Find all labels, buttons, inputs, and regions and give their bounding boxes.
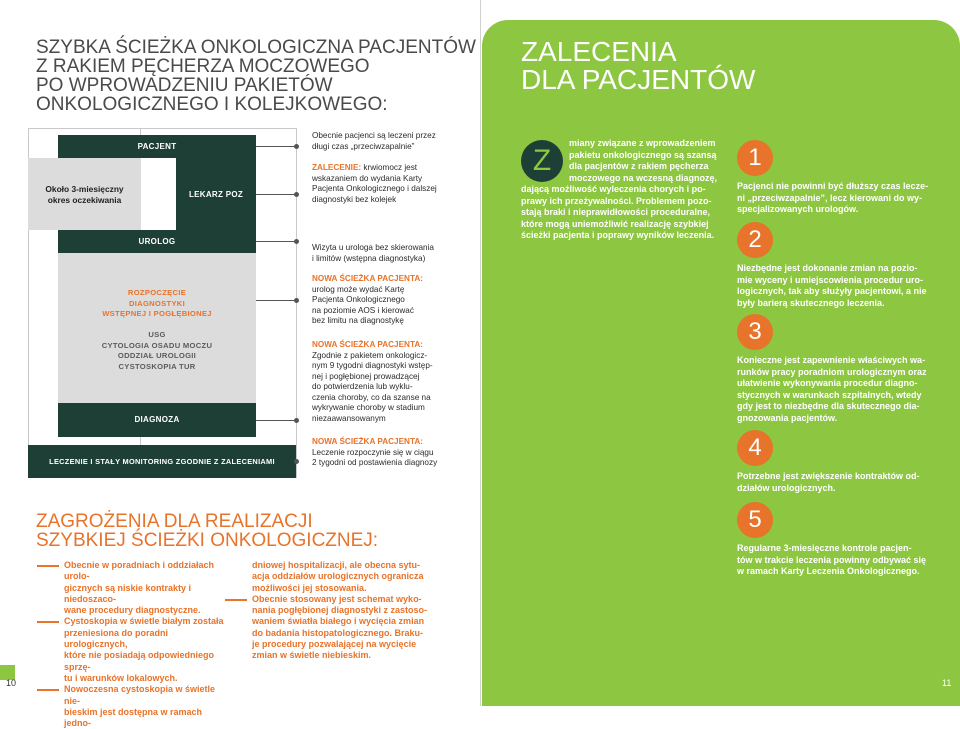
arrow-dot <box>294 298 299 303</box>
pacjent-label: PACJENT <box>137 142 177 151</box>
arrow-dot <box>294 418 299 423</box>
recommendation-3-text: Konieczne jest zapewnienie właściwych wa- runków pracy poradniom urologicznym oraz ułatwienie wykonywania procedur diagno- stycznych w warunkach szpitalnych, wtedy gdy jest to niezbędne dla skutecznego dia- gnozowania pacjentów. <box>737 355 927 423</box>
recommendation-5-number: 5 <box>737 502 773 538</box>
recommendation-2-number: 2 <box>737 222 773 258</box>
note-new-path-diagnostics: NOWA ŚCIEŻKA PACJENTA: Zgodnie z pakietem onkologicz- nym 9 tygodni diagnostyki wstęp- nej i pogłębionej prowadzącej do potwierdzenia lub wyklu- czenia choroby, co da szanse na wykrywanie choroby w stadium niezaawansowanym <box>312 340 433 423</box>
treatment-label: LECZENIE I STAŁY MONITORING ZGODNIE Z ZALECENIAMI <box>49 457 275 466</box>
main-title: SZYBKA ŚCIEŻKA ONKOLOGICZNA PACJENTÓW Z RAKIEM PĘCHERZA MOCZOWEGO PO WPROWADZENIU PAKIETÓW ONKOLOGICZNEGO I KOLEJKOWEGO: <box>36 37 476 115</box>
lekarz-poz-label: LEKARZ POZ <box>188 190 244 199</box>
arrow-dot <box>294 192 299 197</box>
page-number-right: 11 <box>942 678 952 688</box>
urolog-label: UROLOG <box>138 237 176 246</box>
waiting-text: Około 3-miesięczny okres oczekiwania <box>45 184 124 205</box>
threat-item: Cystoskopia w świetle białym została przeniesiona do poradni urologicznych, które nie posiadają odpowiedniego sprzę- tu i warunków lokalowych. <box>64 616 224 684</box>
diagnostics-box <box>58 253 256 403</box>
arrow-dot <box>294 239 299 244</box>
arrow-line <box>256 146 296 147</box>
page-number-left: 10 <box>6 678 17 688</box>
tests-list: USG CYTOLOGIA OSADU MOCZU ODDZIAŁ UROLOGII CYSTOSKOPIA TUR <box>101 330 213 371</box>
recommendation-4-text: Potrzebne jest zwiększenie kontraktów od- działów urologicznych. <box>737 471 920 493</box>
dash-marker <box>37 689 59 691</box>
dash-marker <box>37 565 59 567</box>
arrow-line <box>256 241 296 242</box>
note-current-treatment: Obecnie pacjenci są leczeni przez długi czas „przeciwzapalnie” <box>312 131 436 151</box>
recommendation-4-number: 4 <box>737 430 773 466</box>
dash-marker <box>225 599 247 601</box>
recommendation-2-text: Niezbędne jest dokonanie zmian na pozio- mie wyceny i umiejscowienia procedur uro- logicznych, tak aby służyły pacjentowi, a nie były barierą skutecznego leczenia. <box>737 263 927 308</box>
threat-item: Obecnie stosowany jest schemat wyko- nania pogłębionej diagnostyki z zastoso- waniem światła białego i wycięcia zmian do badania histopatologicznego. Braku- je procedury pozwalającej na wycięcie zmian w świetle niebieskim. <box>252 594 442 662</box>
note-new-path-urolog: NOWA ŚCIEŻKA PACJENTA: urolog może wydać Kartę Pacjenta Onkologicznego na poziomie AOS i kierować bez limitu na diagnostykę <box>312 274 423 325</box>
threats-column-1 <box>64 560 224 729</box>
grid-line <box>296 128 297 478</box>
recommendation-1-number: 1 <box>737 140 773 176</box>
grid-line <box>28 128 296 129</box>
recommendation-5-text: Regularne 3-miesięczne kontrole pacjen- tów w trakcie leczenia powinny odbywać się w ramach Karty Leczenia Onkologicznego. <box>737 543 927 576</box>
recommendation-3-number: 3 <box>737 314 773 350</box>
dropcap-letter: Z <box>521 140 563 182</box>
note-new-path-treatment: NOWA ŚCIEŻKA PACJENTA: Leczenie rozpoczynie się w ciągu 2 tygodni od postawienia diagnozy <box>312 437 438 467</box>
dash-marker <box>37 621 59 623</box>
diagnostics-start: ROZPOCZĘCIE DIAGNOSTYKI WSTĘPNEJ I POGŁĘBIONEJ <box>102 288 212 318</box>
intro-text: miany związane z wprowadzeniem pakietu onkologicznego są szansą dla pacjentów z rakiem pęcherza moczowego na wczesną diagnozę, dającą możliwość wyleczenia chorych i po- prawy ich przeżywalności. Problemem pozo- stają braki i nieprawidłowości proceduralne, które mogą uniemożliwić realizację szybkiej ścieżki pacjenta i poprawy wyników leczenia. <box>521 138 718 240</box>
threat-item-continued: dniowej hospitalizacji, ale obecna sytu- acja oddziałów urologicznych ogranicza możliwości jej stosowania. <box>252 560 424 593</box>
note-urolog-visit: Wizyta u urologa bez skierowania i limitów (wstępna diagnostyka) <box>312 243 434 263</box>
threats-column-2 <box>252 560 442 662</box>
diagnoza-label: DIAGNOZA <box>134 415 180 424</box>
threat-item: Nowoczesna cystoskopia w świetle nie- bieskim jest dostępna w ramach jedno- <box>64 684 224 729</box>
arrow-line <box>256 194 296 195</box>
arrow-dot <box>294 144 299 149</box>
page-spine <box>480 0 481 706</box>
recommendations-title: ZALECENIA DLA PACJENTÓW <box>521 36 756 95</box>
arrow-line <box>256 300 296 301</box>
note-recommendation: ZALECENIE: krwiomocz jest wskazaniem do wydania Karty Pacjenta Onkologicznego i dalszej diagnostyki bez kolejek <box>312 163 437 204</box>
arrow-line <box>256 420 296 421</box>
threats-title: ZAGROŻENIA DLA REALIZACJI SZYBKIEJ ŚCIEŻKI ONKOLOGICZNEJ: <box>36 511 379 551</box>
recommendation-1-text: Pacjenci nie powinni być dłuższy czas lecze- ni „przeciwzapalnie”, lecz kierowani do wy- specjalizowanych urologów. <box>737 181 929 214</box>
arrow-dot <box>294 459 299 464</box>
threat-item: Obecnie w poradniach i oddziałach urolo- gicznych są niskie kontrakty i niedoszaco- wane procedury diagnostyczne. <box>64 560 224 616</box>
